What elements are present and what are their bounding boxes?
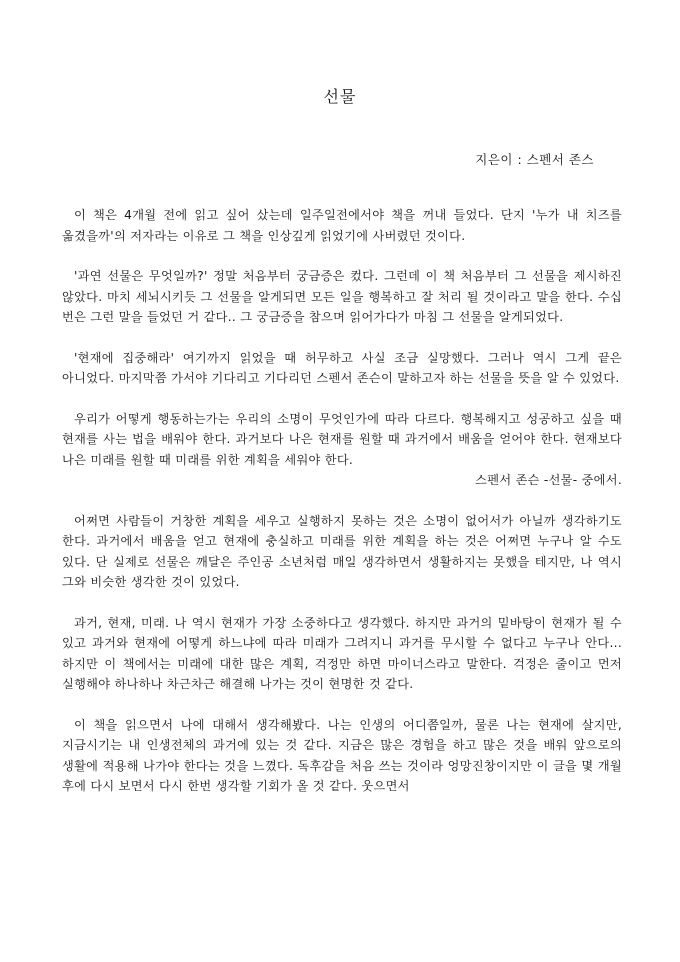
document-body xyxy=(62,205,622,817)
paragraph-intro: 이 책은 4개월 전에 읽고 싶어 샀는데 일주일전에서야 책을 꺼내 들었다. 단지 '누가 내 치즈를 옮겼을까'의 저자라는 이유로 그 책을 인상깊게 읽었기에 사버렸던 것이다. xyxy=(62,208,622,243)
quote-source: 스펜서 존슨 -선물- 중에서. xyxy=(475,473,622,487)
paragraph-conclusion: 이 책을 읽으면서 나에 대해서 생각해봤다. 나는 인생의 어디쯤일까, 물론 나는 현재에 살지만, 지금시기는 내 인생전체의 과거에 있는 것 같다. 지금은 많은 경험을 하고 많은 것을 배워 앞으로의 생활에 적용해 나가야 한다는 것을 느꼈다. 독후감을 처음 쓰는 것이라 엉망진창이지만 이 글을 몇 개월 후에 다시 보면서 다시 한번 생각할 기회가 올 것 같다. 웃으면서 xyxy=(62,717,622,793)
author-line: 지은이 : 스펜서 존스 xyxy=(475,152,594,167)
paragraph-present: '현재에 집중해라' 여기까지 읽었을 때 허무하고 사실 조금 실망했다. 그러나 역시 그게 끝은 아니었다. 마지막쯤 가서야 기다리고 기다리던 스펜서 존슨이 말하고자 하는 선물을 뜻을 알 수 있었다. xyxy=(62,350,622,385)
paragraph-past-present-future: 과거, 현재, 미래. 나 역시 현재가 가장 소중하다고 생각했다. 하지만 과거의 밑바탕이 현재가 될 수 있고 과거와 현재에 어떻게 하느냐에 따라 미래가 그려지니 과거를 무시할 수 없다고 누구나 안다...하지만 이 책에서는 미래에 대한 많은 계획, 걱정만 하면 마이너스라고 말한다. 걱정은 줄이고 먼저 실행해야 하나하나 차근차근 해결해 나가는 것이 현명한 것 같다. xyxy=(62,615,622,691)
paragraph-question: '과연 선물은 무엇일까?' 정말 처음부터 궁금증은 컸다. 그런데 이 책 처음부터 그 선물을 제시하진 않았다. 마치 세뇌시키듯 그 선물을 알게되면 모든 일을 행복하고 잘 처리 될 것이라고 말을 한다. 수십 번은 그런 말을 들었던 거 같다.. 그 궁금증을 참으며 읽어가다가 마침 그 선물을 알게되었다. xyxy=(62,269,622,324)
paragraph-reflection: 어쩌면 사람들이 거창한 계획을 세우고 실행하지 못하는 것은 소명이 없어서가 아닐까 생각하기도 한다. 과거에서 배움을 얻고 현재에 충실하고 미래를 위한 계획을 하는 것은 어쩌면 누구나 알 수도 있다. 단 실제로 선물은 깨달은 주인공 소년처럼 매일 생각하면서 생활하지는 못했을 테지만, 나 역시 그와 비슷한 생각한 것이 있었다. xyxy=(62,513,622,589)
document-title: 선물 xyxy=(323,87,357,106)
paragraph-quote: 우리가 어떻게 행동하는가는 우리의 소명이 무엇인가에 따라 다르다. 행복해지고 성공하고 싶을 때 현재를 사는 법을 배워야 한다. 과거보다 나은 현재를 원할 때 과거에서 배움을 얻어야 한다. 현재보다 나은 미래를 원할 때 미래를 위한 계획을 세워야 한다. xyxy=(62,411,622,467)
